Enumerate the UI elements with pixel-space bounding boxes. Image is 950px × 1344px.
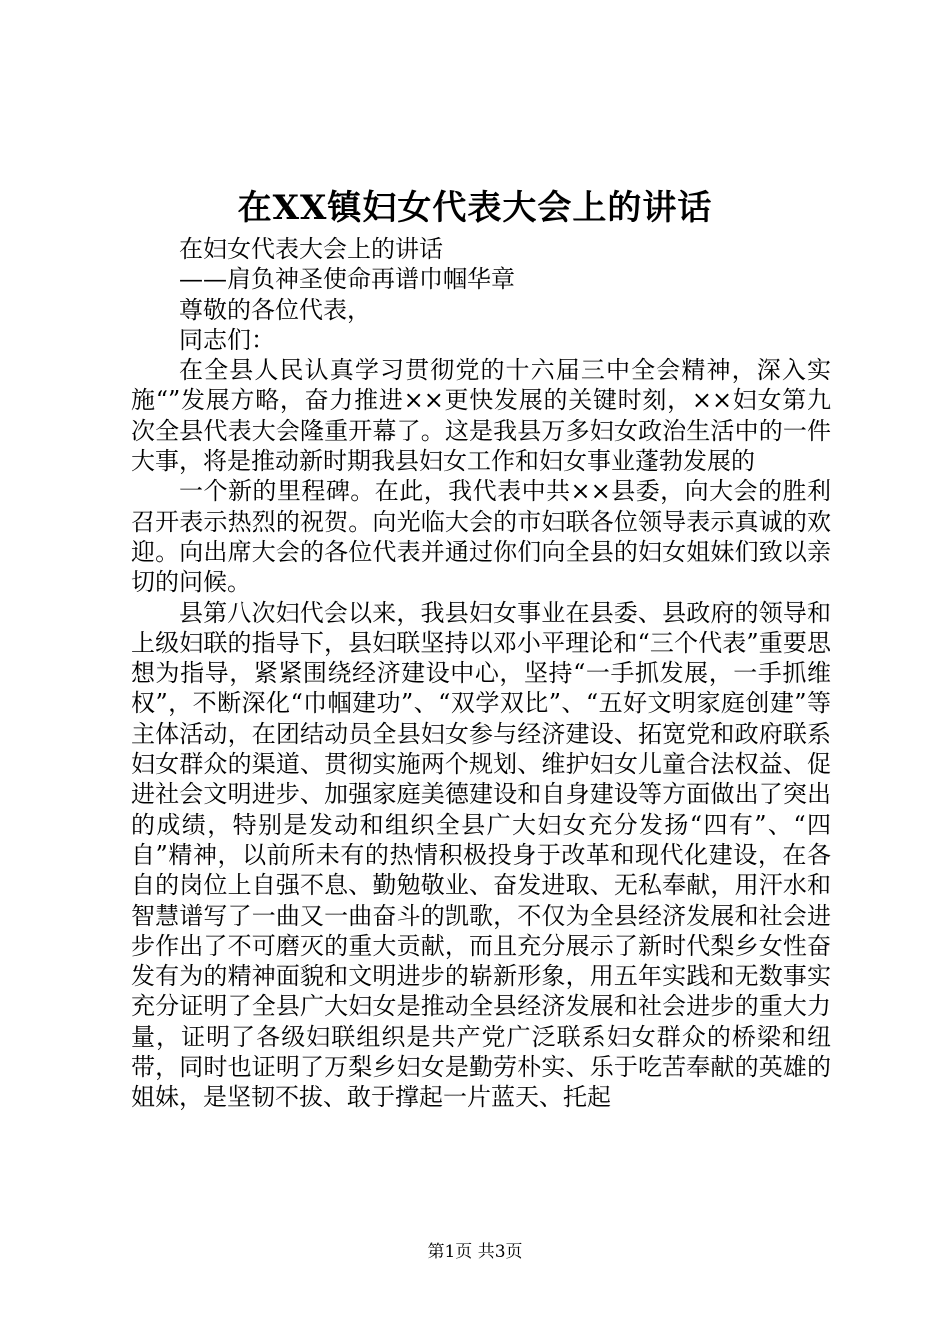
- page-footer: 第1页 共3页: [427, 1242, 523, 1262]
- paragraph-heading: 在妇女代表大会上的讲话: [179, 235, 443, 263]
- paragraph-salutation: 尊敬的各位代表，: [179, 295, 371, 324]
- paragraph-body: 在全县人民认真学习贯彻党的十六届三中全会精神，深入实施“”发展方略，奋力推进××更快发展的关键时刻，××妇女第九次全县代表大会隆重开幕了。这是我县万多妇女政治生活中的一件大事，将是推动新时期我县妇女工作和妇女事业蓬勃发展的: [131, 356, 831, 476]
- document-title: 在XX镇妇女代表大会上的讲话: [237, 188, 713, 228]
- paragraph-salutation-2: 同志们：: [179, 325, 275, 354]
- paragraph-body: 县第八次妇代会以来，我县妇女事业在县委、县政府的领导和上级妇联的指导下，县妇联坚持以邓小平理论和“三个代表”重要思想为指导，紧紧围绕经济建设中心，坚持“一手抓发展，一手抓维权”，不断深化“巾帼建功”、“双学双比”、“五好文明家庭创建”等主体活动，在团结动员全县妇女参与经济建设、拓宽党和政府联系妇女群众的渠道、贯彻实施两个规划、维护妇女儿童合法权益、促进社会文明进步、加强家庭美德建设和自身建设等方面做出了突出的成绩，特别是发动和组织全县广大妇女充分发扬“四有”、“四自”精神，以前所未有的热情积极投身于改革和现代化建设，在各自的岗位上自强不息、勤勉敬业、奋发进取、无私奉献，用汗水和智慧谱写了一曲又一曲奋斗的凯歌，不仅为全县经济发展和社会进步作出了不可磨灭的重大贡献，而且充分展示了新时代梨乡女性奋发有为的精神面貌和文明进步的崭新形象，用五年实践和无数事实充分证明了全县广大妇女是推动全县经济发展和社会进步的重大力量，证明了各级妇联组织是共产党广泛联系妇女群众的桥梁和纽带，同时也证明了万梨乡妇女是勤劳朴实、乐于吃苦奉献的英雄的姐妹，是坚韧不拔、敢于撑起一片蓝天、托起: [131, 598, 831, 1112]
- paragraph-body: 一个新的里程碑。在此，我代表中共××县委，向大会的胜利召开表示热烈的祝贺。向光临大会的市妇联各位领导表示真诚的欢迎。向出席大会的各位代表并通过你们向全县的妇女姐妹们致以亲切的问候。: [131, 477, 831, 597]
- paragraph-subtitle: ——肩负神圣使命再谱巾帼华章: [179, 265, 515, 294]
- document-body: [131, 234, 831, 1113]
